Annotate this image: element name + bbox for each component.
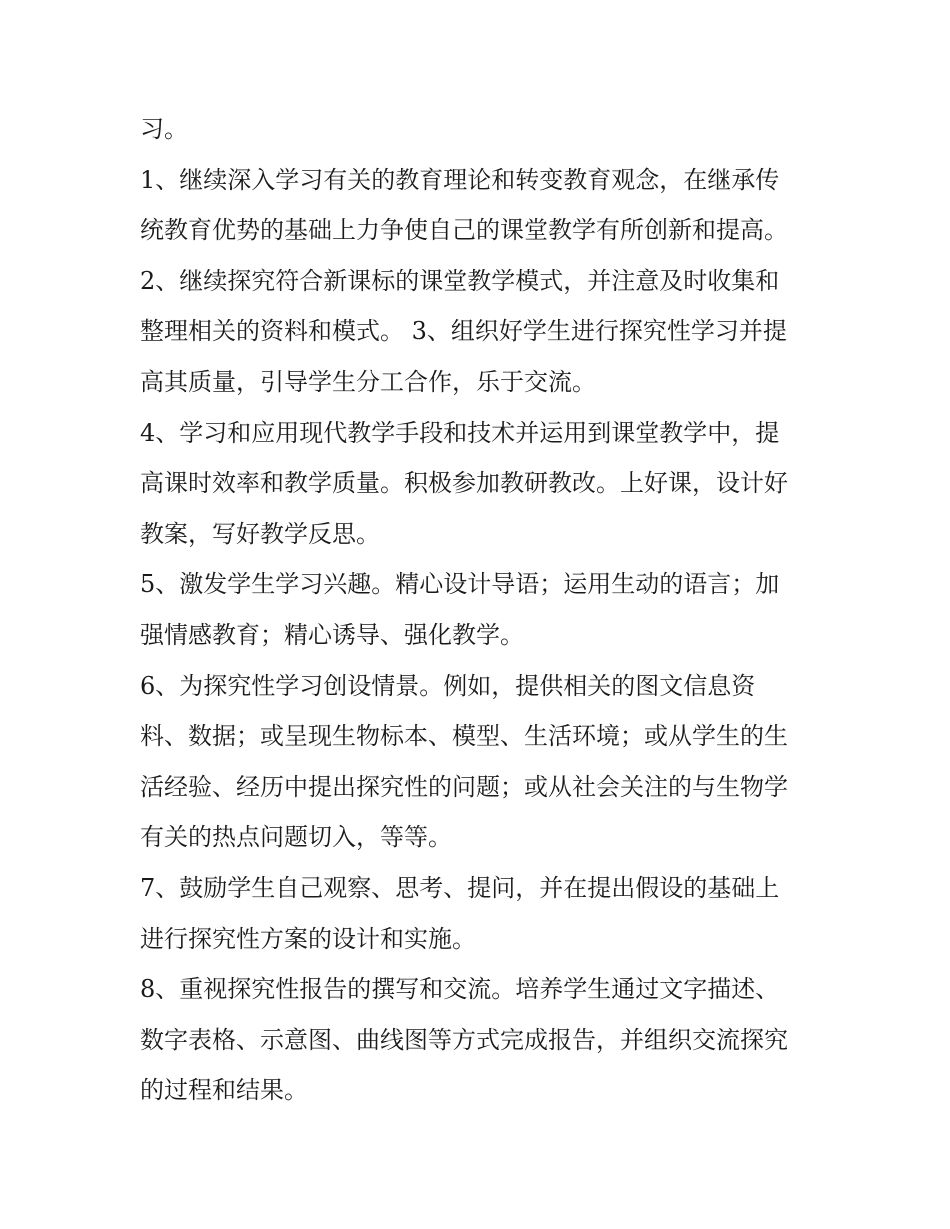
text-line: 1、继续深入学习有关的教育理论和转变教育观念，在继承传 [140, 165, 780, 194]
text-line: 4、学习和应用现代教学手段和技术并运用到课堂教学中，提 [140, 418, 780, 447]
text-line: 教案，写好教学反思。 [140, 519, 380, 548]
text-line: 7、鼓励学生自己观察、思考、提问，并在提出假设的基础上 [140, 873, 780, 902]
text-line: 5、激发学生学习兴趣。精心设计导语；运用生动的语言；加 [140, 570, 780, 599]
text-line: 整理相关的资料和模式。 3、组织好学生进行探究性学习并提 [140, 317, 787, 346]
text-line: 2、继续探究符合新课标的课堂教学模式，并注意及时收集和 [140, 266, 780, 295]
text-line: 8、重视探究性报告的撰写和交流。培养学生通过文字描述、 [140, 975, 780, 1004]
text-line: 料、数据；或呈现生物标本、模型、生活环境；或从学生的生 [140, 722, 788, 751]
body-text [140, 104, 812, 1116]
text-line: 数字表格、示意图、曲线图等方式完成报告，并组织交流探究 [140, 1025, 788, 1054]
text-line: 活经验、经历中提出探究性的问题；或从社会关注的与生物学 [140, 772, 788, 801]
text-line: 强情感教育；精心诱导、强化教学。 [140, 620, 524, 649]
text-line: 有关的热点问题切入，等等。 [140, 823, 452, 852]
text-line: 统教育优势的基础上力争使自己的课堂教学有所创新和提高。 [140, 216, 788, 245]
text-line: 习。 [140, 115, 188, 143]
text-line: 6、为探究性学习创设情景。例如，提供相关的图文信息资 [140, 671, 756, 700]
text-line: 的过程和结果。 [140, 1076, 308, 1105]
text-line: 高课时效率和教学质量。积极参加教研教改。上好课，设计好 [140, 469, 788, 498]
text-line: 进行探究性方案的设计和实施。 [140, 924, 476, 953]
text-line: 高其质量，引导学生分工合作，乐于交流。 [140, 367, 596, 396]
